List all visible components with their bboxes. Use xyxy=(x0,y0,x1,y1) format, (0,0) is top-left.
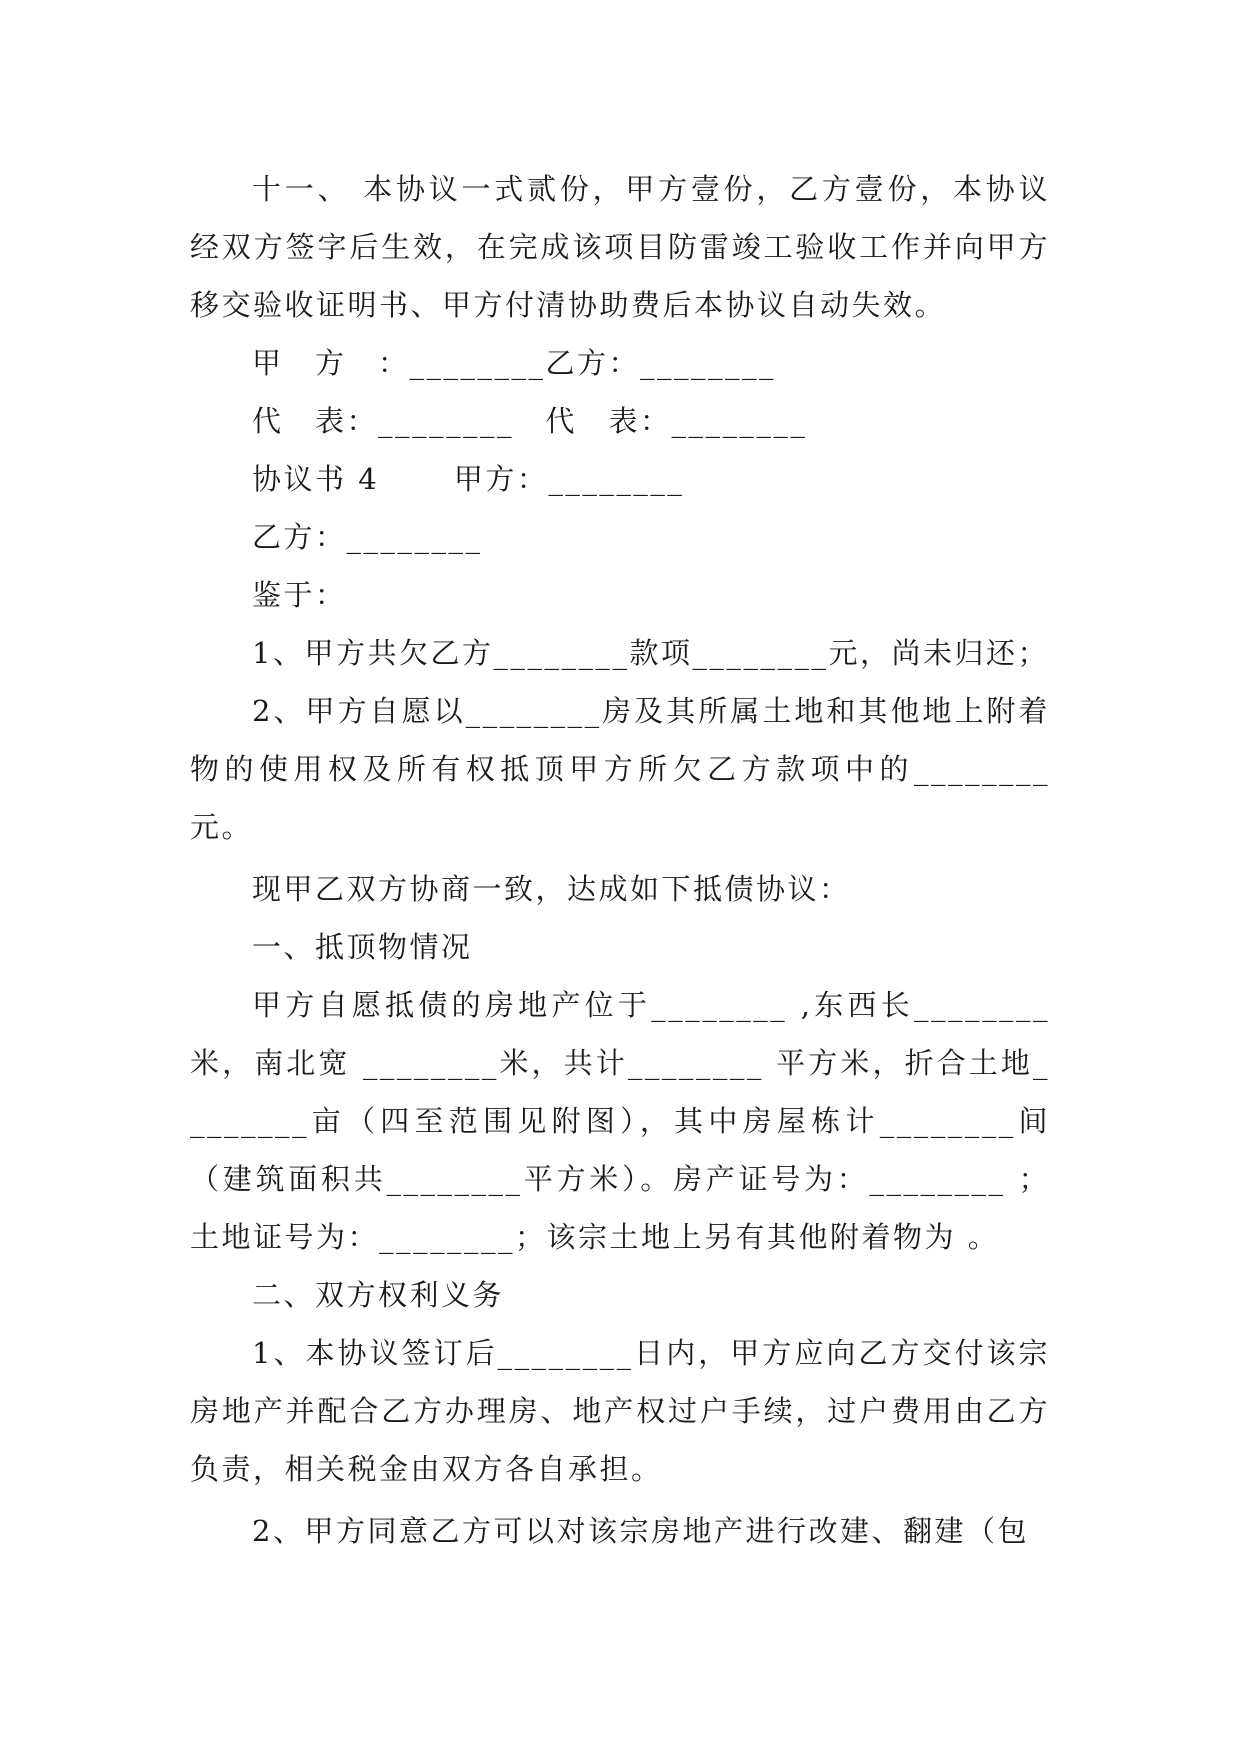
whereas-item-1: 1、甲方共欠乙方________款项________元，尚未归还； xyxy=(252,636,1049,670)
document-page xyxy=(190,160,1050,1560)
consensus-paragraph: 现甲乙双方协商一致，达成如下抵债协议： xyxy=(252,872,851,906)
signature-representative-line: 代 表：________ 代 表：________ xyxy=(252,404,808,438)
section-1-body: 甲方自愿抵债的房地产位于________ ,东西长________米，南北宽 ________米，共计________ 平方米，折合土地________亩（四至范围见附图），其中房屋栋计________间（建筑面积共________平方米）。房产证号为：________ ；土地证号为：________；该宗土地上另有其他附着物为 。 xyxy=(190,988,1050,1254)
agreement-4-header: 协议书 4 甲方：________ xyxy=(252,462,685,496)
party-b-line: 乙方：________ xyxy=(252,520,483,554)
section-2-item-1: 1、本协议签订后________日内，甲方应向乙方交付该宗房地产并配合乙方办理房、地产权过户手续，过户费用由乙方负责，相关税金由双方各自承担。 xyxy=(190,1336,1050,1486)
signature-party-line: 甲 方 ：________乙方：________ xyxy=(252,346,777,380)
whereas-heading: 鉴于： xyxy=(252,578,347,612)
section-1-title: 一、抵顶物情况 xyxy=(252,930,473,964)
whereas-item-2: 2、甲方自愿以________房及其所属土地和其他地上附着物的使用权及所有权抵顶甲方所欠乙方款项中的________元。 xyxy=(190,694,1050,844)
section-2-title: 二、双方权利义务 xyxy=(252,1278,505,1312)
section-2-item-2: 2、甲方同意乙方可以对该宗房地产进行改建、翻建（包 xyxy=(252,1514,1029,1548)
clause-11-paragraph: 十一、 本协议一式贰份，甲方壹份，乙方壹份，本协议经双方签字后生效，在完成该项目防雷竣工验收工作并向甲方移交验收证明书、甲方付清协助费后本协议自动失效。 xyxy=(190,172,1050,322)
